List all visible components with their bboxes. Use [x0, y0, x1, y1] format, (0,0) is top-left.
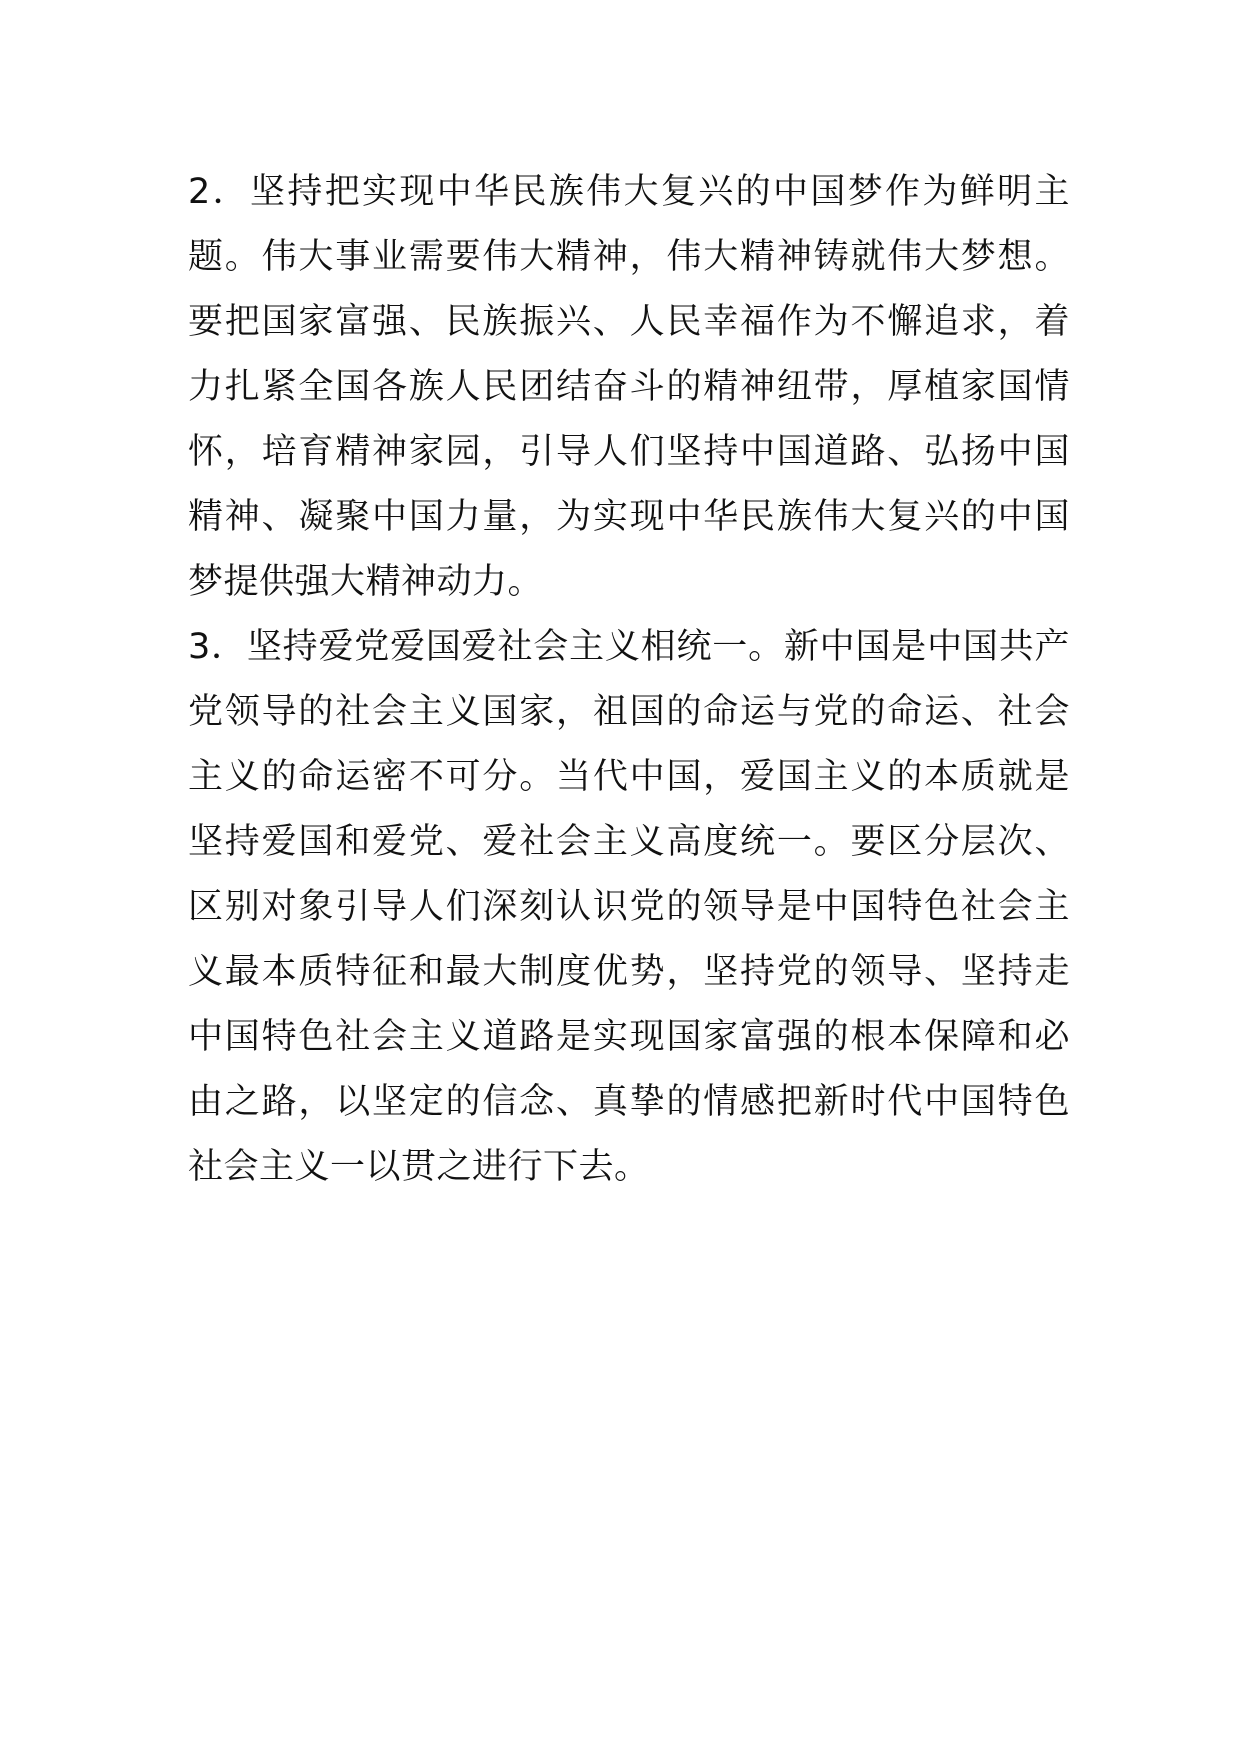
paragraph-2: 2．坚持把实现中华民族伟大复兴的中国梦作为鲜明主题。伟大事业需要伟大精神，伟大精神铸就伟大梦想。要把国家富强、民族振兴、人民幸福作为不懈追求，着力扎紧全国各族人民团结奋斗的精神纽带，厚植家国情怀，培育精神家园，引导人们坚持中国道路、弘扬中国精神、凝聚中国力量，为实现中华民族伟大复兴的中国梦提供强大精神动力。: [188, 172, 1070, 602]
document-body: [188, 160, 1070, 1200]
paragraph-3: 3．坚持爱党爱国爱社会主义相统一。新中国是中国共产党领导的社会主义国家，祖国的命运与党的命运、社会主义的命运密不可分。当代中国，爱国主义的本质就是坚持爱国和爱党、爱社会主义高度统一。要区分层次、区别对象引导人们深刻认识党的领导是中国特色社会主义最本质特征和最大制度优势，坚持党的领导、坚持走中国特色社会主义道路是实现国家富强的根本保障和必由之路，以坚定的信念、真挚的情感把新时代中国特色社会主义一以贯之进行下去。: [188, 627, 1070, 1187]
